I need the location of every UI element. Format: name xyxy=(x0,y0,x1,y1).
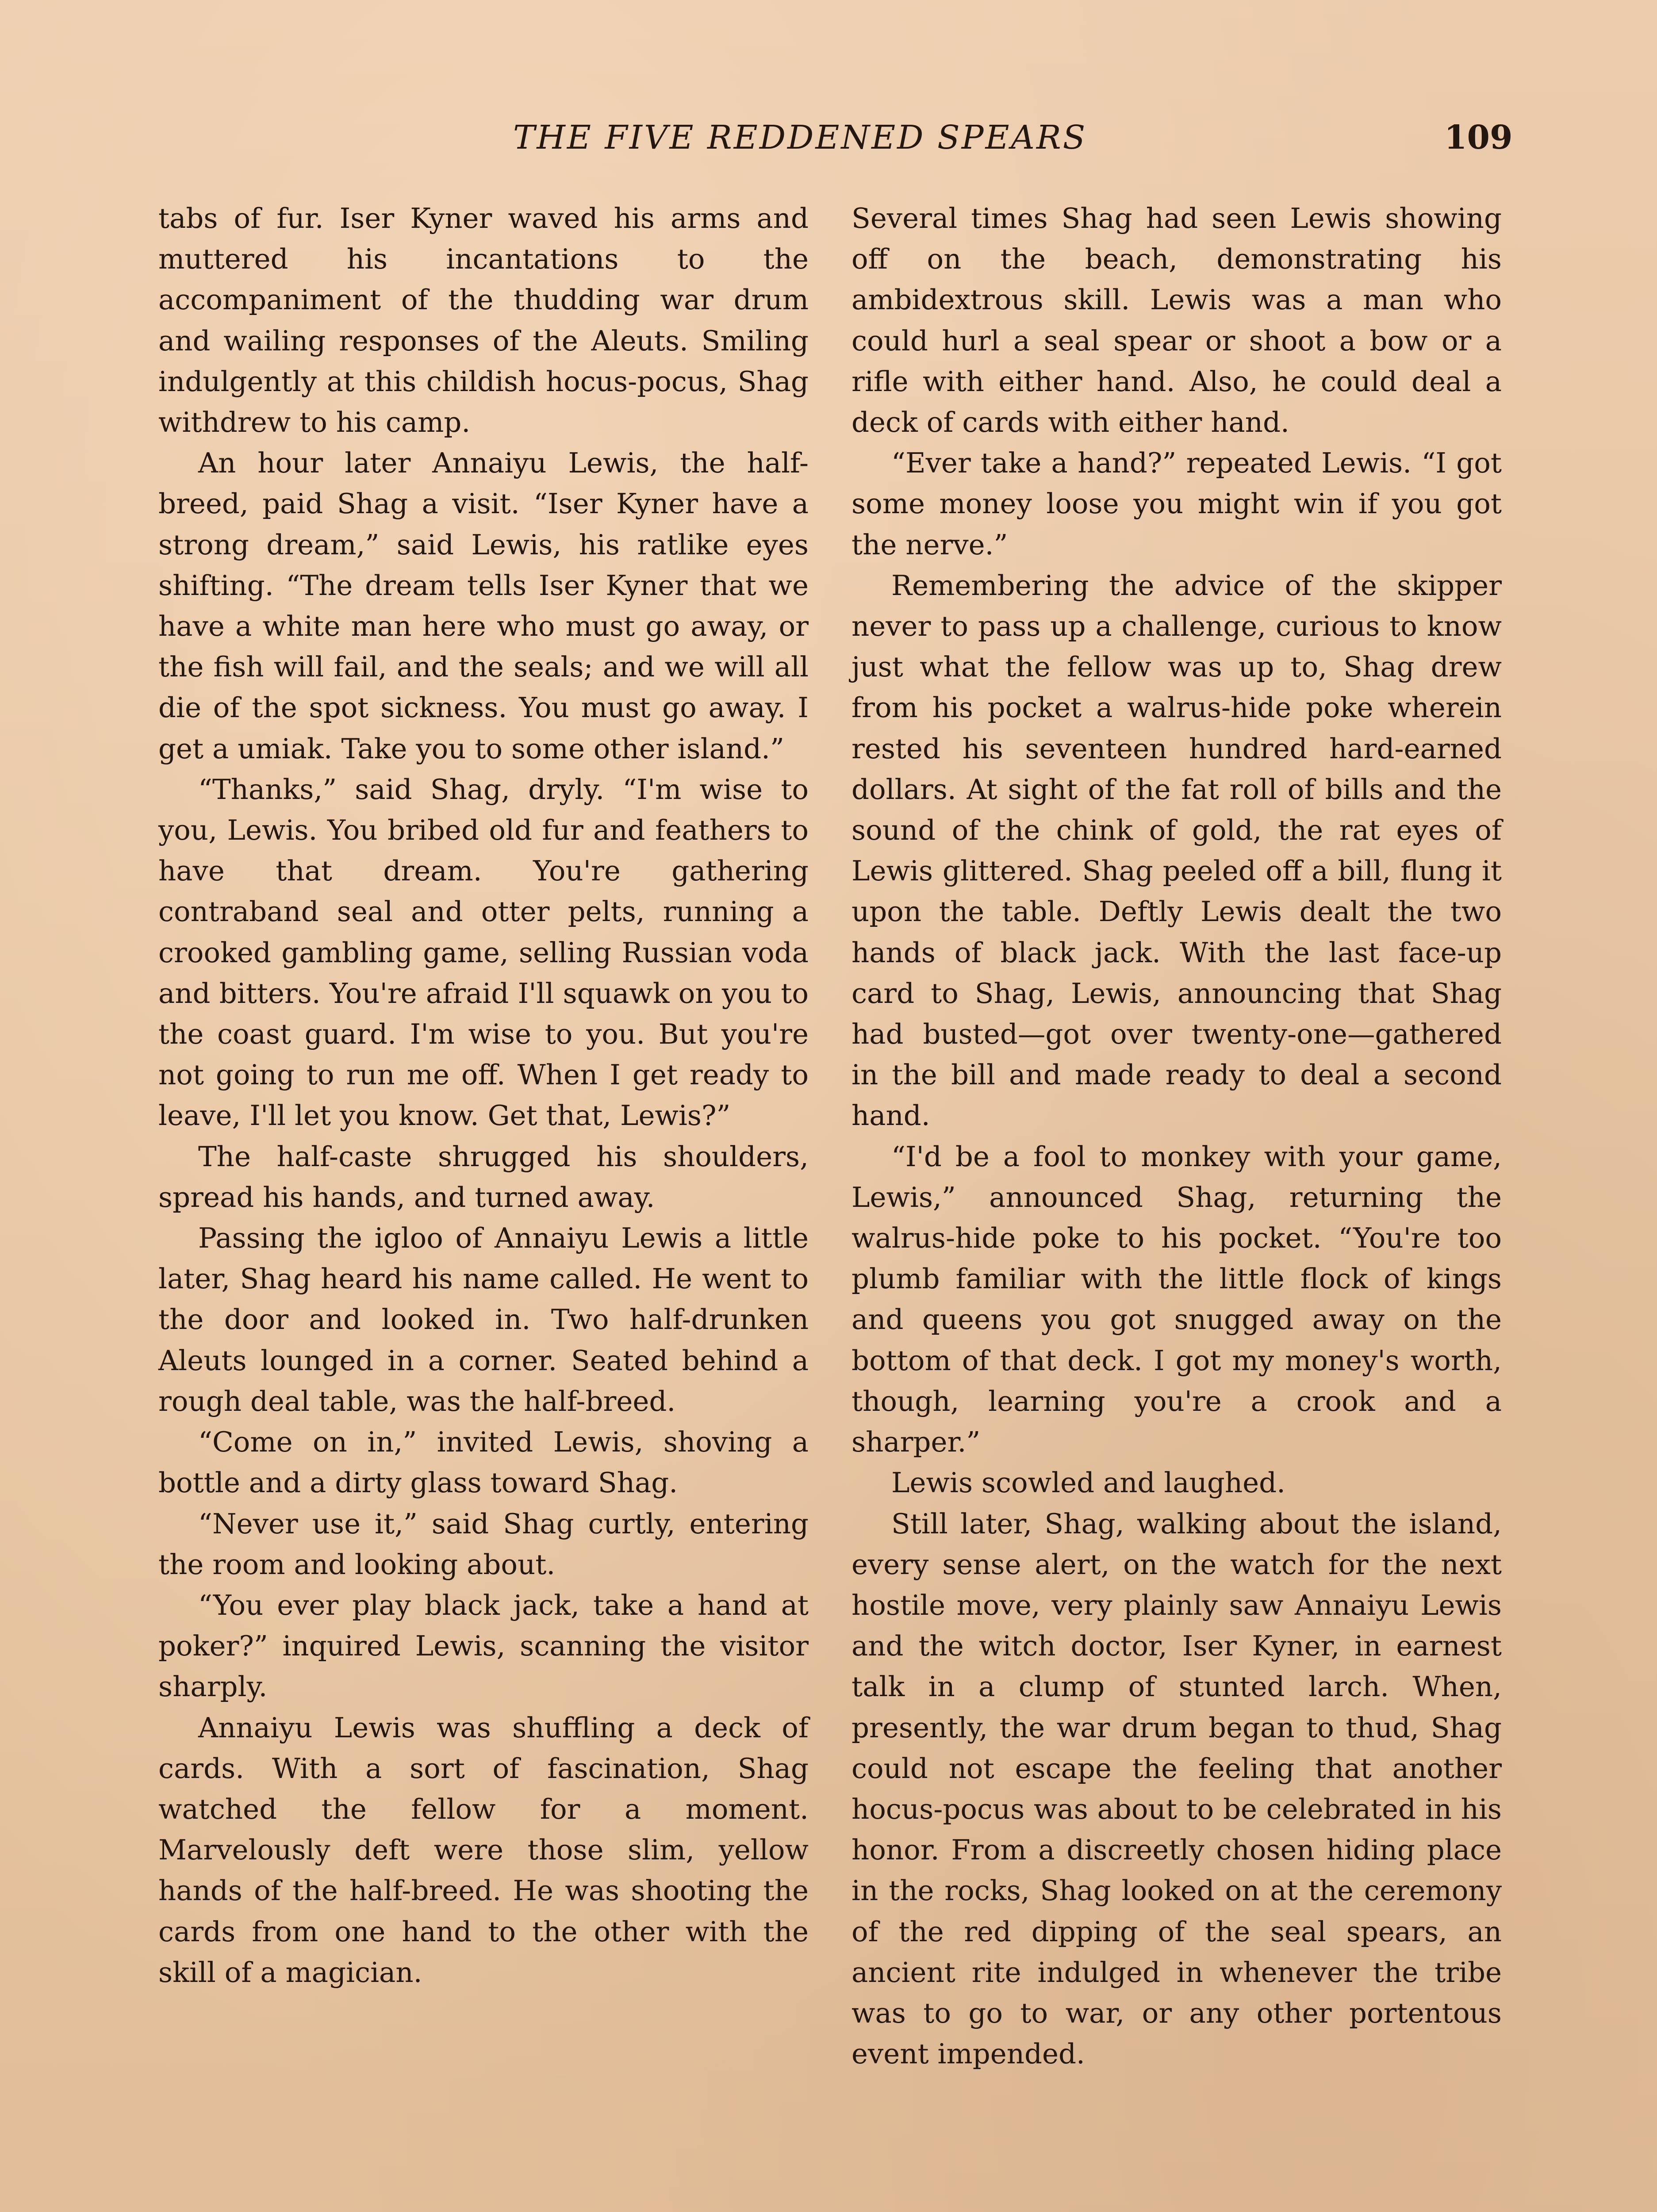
running-title: THE FIVE REDDENED SPEARS xyxy=(513,119,1087,157)
page-number: 109 xyxy=(1444,119,1513,157)
right-column xyxy=(852,198,1502,2074)
paragraph: “Ever take a hand?” repeated Lewis. “I got some money loose you might win if you got the nerve.” xyxy=(852,447,1502,561)
paragraph: tabs of fur. Iser Kyner waved his arms and muttered his incantations to the accompaniment of the thudding war drum and wailing responses of the Aleuts. Smiling indulgently at this childish hocus-pocus, Shag withdrew to his camp. xyxy=(158,202,809,439)
page-header xyxy=(0,119,1657,167)
paragraph: Passing the igloo of Annaiyu Lewis a little later, Shag heard his name called. He went to the door and looked in. Two half-drunken Aleuts lounged in a corner. Seated behind a rough deal table, was the half-breed. xyxy=(158,1222,809,1417)
left-column xyxy=(158,198,809,1993)
paragraph: An hour later Annaiyu Lewis, the half-breed, paid Shag a visit. “Iser Kyner have a strong dream,” said Lewis, his ratlike eyes shifting. “The dream tells Iser Kyner that we have a white man here who must go away, or the fish will fail, and the seals; and we will all die of the spot sickness. You must go away. I get a umiak. Take you to some other island.” xyxy=(158,447,809,765)
paragraph: Still later, Shag, walking about the island, every sense alert, on the watch for the next hostile move, very plainly saw Annaiyu Lewis and the witch doctor, Iser Kyner, in earnest talk in a clump of stunted larch. When, presently, the war drum began to thud, Shag could not escape the feeling that another hocus-pocus was about to be celebrated in his honor. From a discreetly chosen hiding place in the rocks, Shag looked on at the ceremony of the red dipping of the seal spears, an ancient rite indulged in whenever the tribe was to go to war, or any other portentous event impended. xyxy=(852,1507,1502,2070)
paragraph: Remembering the advice of the skipper never to pass up a challenge, curious to know just what the fellow was up to, Shag drew from his pocket a walrus-hide poke wherein rested his seventeen hundred hard-earned dollars. At sight of the fat roll of bills and the sound of the chink of gold, the rat eyes of Lewis glittered. Shag peeled off a bill, flung it upon the table. Deftly Lewis dealt the two hands of black jack. With the last face-up card to Shag, Lewis, announcing that Shag had busted—got over twenty-one—gathered in the bill and made ready to deal a second hand. xyxy=(852,569,1502,1132)
paragraph: “Thanks,” said Shag, dryly. “I'm wise to you, Lewis. You bribed old fur and feathers to have that dream. You're gathering contraband seal and otter pelts, running a crooked gambling game, selling Russian voda and bitters. You're afraid I'll squawk on you to the coast guard. I'm wise to you. But you're not going to run me off. When I get ready to leave, I'll let you know. Get that, Lewis?” xyxy=(158,773,809,1132)
paragraph: “Come on in,” invited Lewis, shoving a bottle and a dirty glass toward Shag. xyxy=(158,1426,809,1499)
paragraph: Annaiyu Lewis was shuffling a deck of cards. With a sort of fascination, Shag watched the fellow for a moment. Marvelously deft were those slim, yellow hands of the half-breed. He was shooting the cards from one hand to the other with the skill of a magician. xyxy=(158,1711,809,1989)
paragraph: “Never use it,” said Shag curtly, entering the room and looking about. xyxy=(158,1507,809,1581)
paragraph: The half-caste shrugged his shoulders, spread his hands, and turned away. xyxy=(158,1140,809,1214)
paragraph: “You ever play black jack, take a hand at poker?” inquired Lewis, scanning the visitor sharply. xyxy=(158,1589,809,1703)
paragraph: “I'd be a fool to monkey with your game, Lewis,” announced Shag, returning the walrus-hide poke to his pocket. “You're too plumb familiar with the little flock of kings and queens you got snugged away on the bottom of that deck. I got my money's worth, though, learning you're a crook and a sharper.” xyxy=(852,1140,1502,1459)
paragraph: Several times Shag had seen Lewis showing off on the beach, demonstrating his ambidextrous skill. Lewis was a man who could hurl a seal spear or shoot a bow or a rifle with either hand. Also, he could deal a deck of cards with either hand. xyxy=(852,202,1502,439)
paragraph: Lewis scowled and laughed. xyxy=(891,1467,1285,1499)
